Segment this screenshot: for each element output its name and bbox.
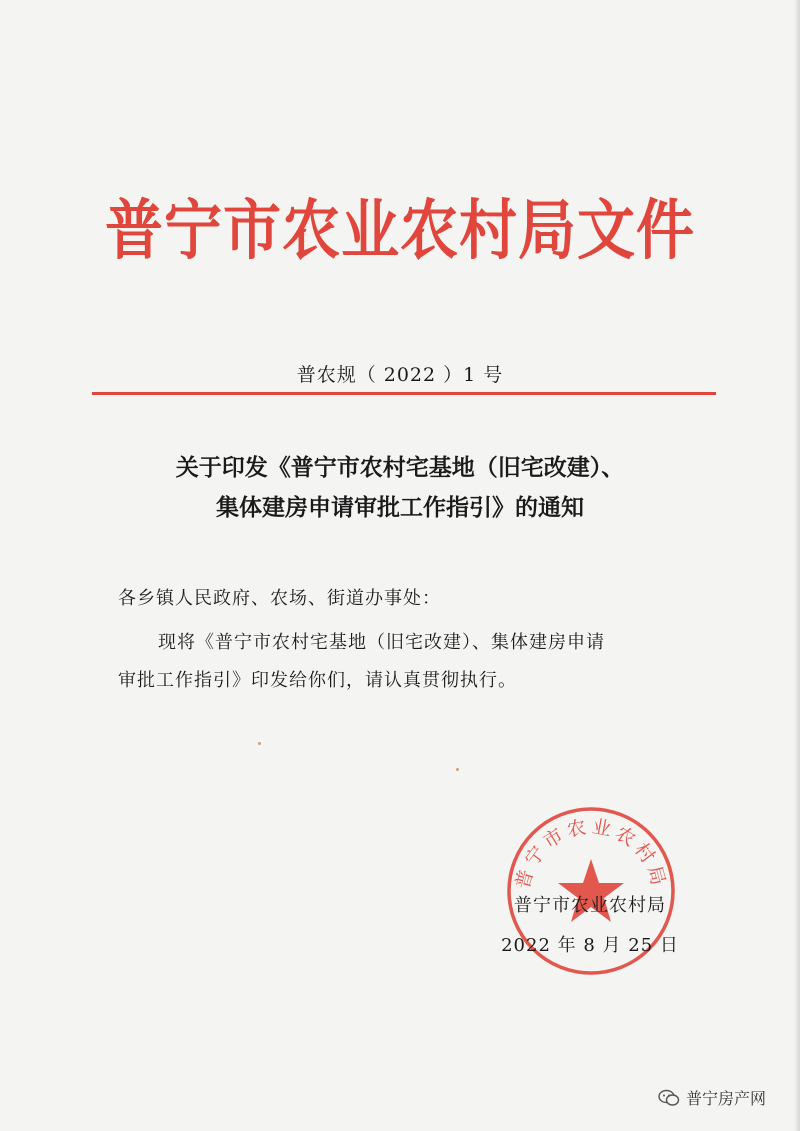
seal-ring-text: 普宁市农业农村局	[511, 815, 671, 892]
document-number: 普农规（ 2022 ）1 号	[296, 364, 504, 386]
signature-date: 2022 年 8 月 25 日	[501, 935, 679, 956]
wechat-icon	[658, 1089, 680, 1107]
page-edge-shadow	[794, 0, 800, 1131]
watermark	[658, 1086, 766, 1109]
notice-title-line-2: 集体建房申请审批工作指引》的通知	[216, 494, 584, 521]
notice-title-line-1: 关于印发《普宁市农村宅基地（旧宅改建）、	[175, 454, 625, 481]
signature-block	[500, 886, 680, 966]
body-paragraph	[118, 624, 678, 700]
signature-organization: 普宁市农业农村局	[514, 895, 666, 916]
body-line-1: 现将《普宁市农村宅基地（旧宅改建）、集体建房申请	[158, 632, 605, 653]
paper-speck	[258, 742, 261, 745]
document-header-title: 普宁市农业农村局文件	[104, 191, 695, 269]
watermark-text: 普宁房产网	[685, 1089, 766, 1108]
paper-speck	[456, 768, 459, 771]
notice-title	[0, 448, 800, 528]
body-line-2: 审批工作指引》印发给你们，请认真贯彻执行。	[118, 670, 517, 691]
red-divider-line	[92, 392, 716, 395]
salutation: 各乡镇人民政府、农场、街道办事处：	[118, 588, 441, 609]
